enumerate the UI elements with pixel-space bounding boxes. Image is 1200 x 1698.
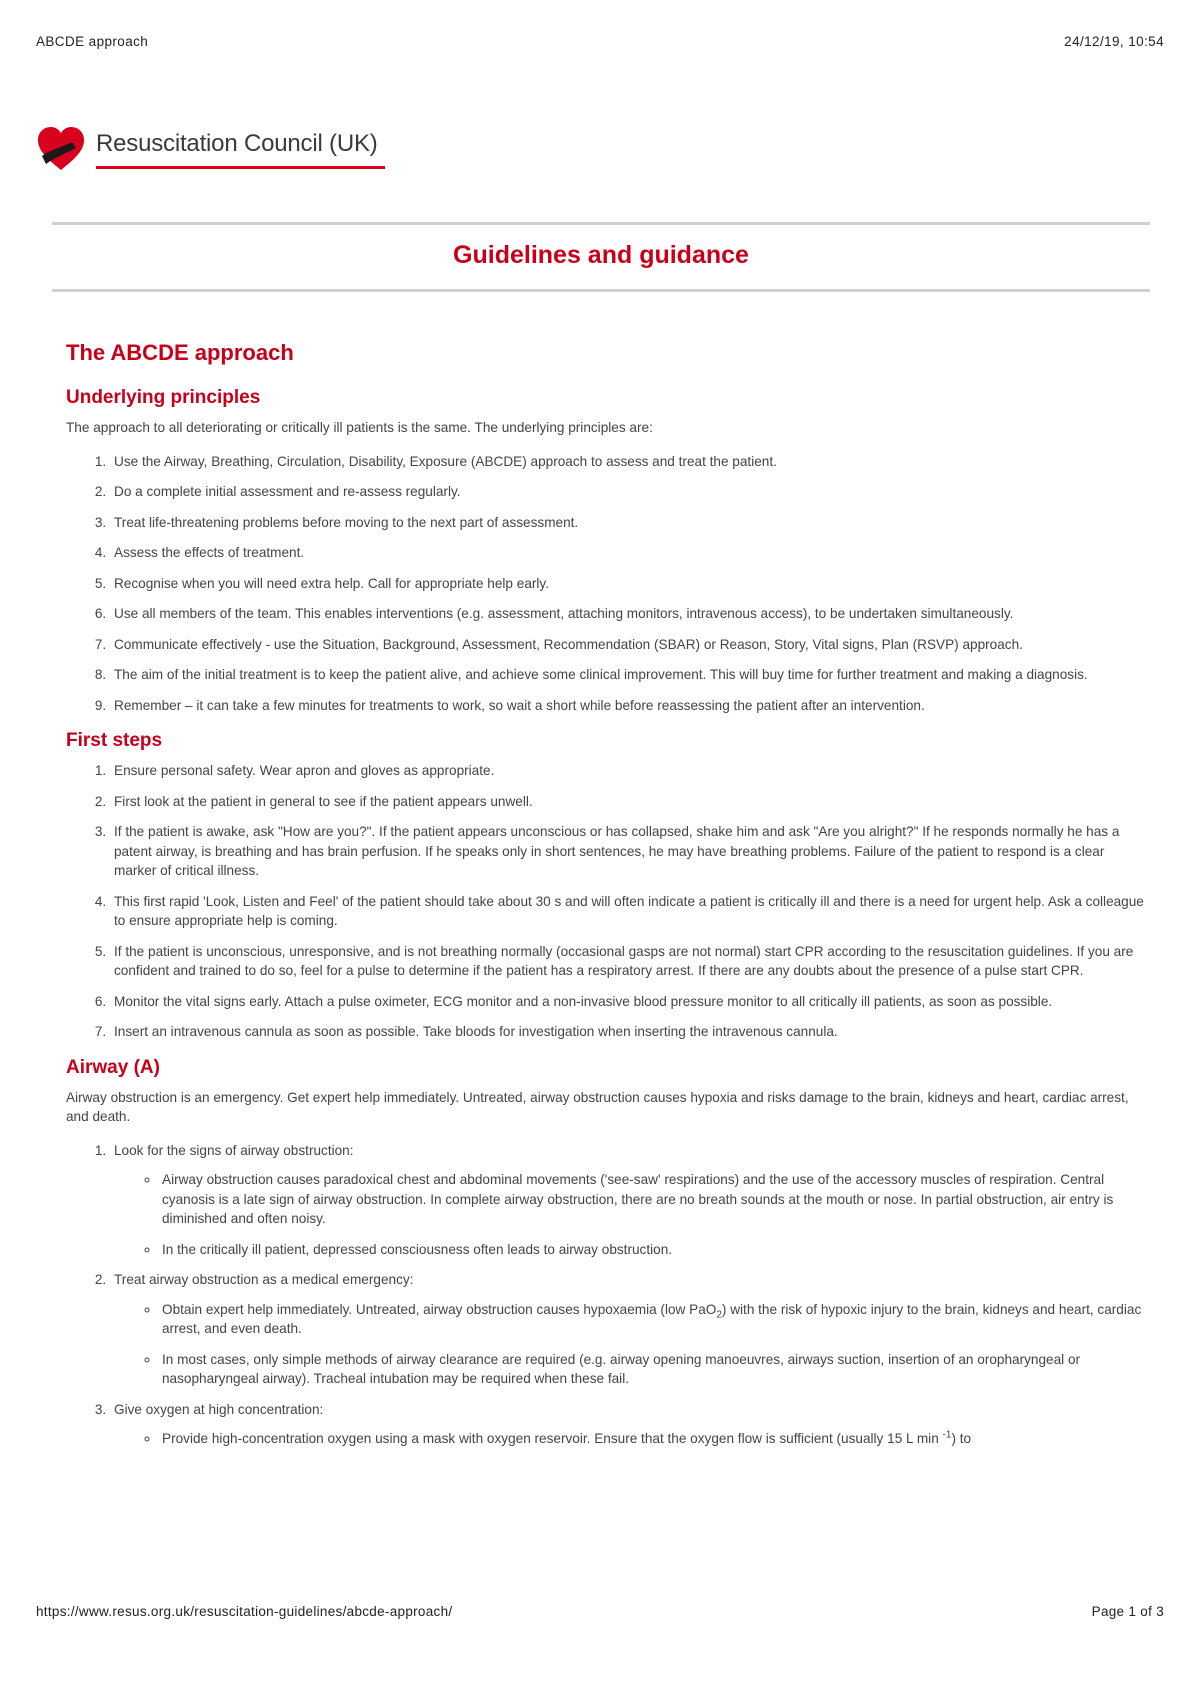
sub-list-item	[160, 1429, 1146, 1449]
divider-bottom	[52, 289, 1150, 292]
airway-item-3-text: Give oxygen at high concentration:	[114, 1401, 324, 1417]
page-url-link[interactable]: https://www.resus.org.uk/resuscitation-guidelines/abcde-approach/	[36, 1604, 453, 1619]
airway-list	[66, 1141, 1146, 1449]
print-header-title: ABCDE approach	[36, 34, 149, 49]
list-item: 7. Communicate effectively - use the Situation, Background, Assessment, Recommendation (SBAR) or Reason, Story, Vital signs, Plan (RSVP) approach.	[110, 635, 1146, 655]
underlying-principles-intro: The approach to all deteriorating or critically ill patients is the same. The underlying principles are:	[66, 420, 653, 435]
list-item: 6. Use all members of the team. This enables interventions (e.g. assessment, attaching monitors, intravenous access), to be undertaken simultaneously.	[110, 604, 1146, 624]
airway-item-2-text: Treat airway obstruction as a medical emergency:	[114, 1272, 414, 1287]
list-item: 3. If the patient is awake, ask "How are you?". If the patient appears unconscious or has collapsed, shake him and ask "Are you alright?" If he responds normally he has a patent airway, is breathing and has brain perfusion. If he speaks only in short sentences, he may have breathing problems. Failure of the patient to respond is a clear marker of critical illness.	[110, 822, 1146, 881]
print-footer	[36, 1604, 1164, 1622]
sub-list-item: ◦ Airway obstruction causes paradoxical chest and abdominal movements ('see-saw' respirations) and the use of the accessory muscles of respiration. Central cyanosis is a late sign of airway obstruction. In complete airway obstruction, there are no breath sounds at the mouth or nose. In partial obstruction, air entry is diminished and often noisy.	[160, 1170, 1146, 1229]
page-number: Page 1 of 3	[1091, 1604, 1164, 1619]
airway-item-1-sublist	[114, 1170, 1146, 1259]
airway-heading: Airway (A)	[66, 1056, 160, 1078]
list-item	[110, 1270, 1146, 1389]
print-header	[36, 34, 1164, 52]
page-title: The ABCDE approach	[66, 340, 294, 365]
logo-text: Resuscitation Council (UK)	[96, 130, 378, 157]
list-item	[110, 1141, 1146, 1260]
underlying-principles-list	[66, 452, 1146, 716]
airway-item-1-text: Look for the signs of airway obstruction:	[114, 1142, 354, 1158]
list-item: 3. Treat life-threatening problems before moving to the next part of assessment.	[110, 513, 1146, 533]
section-title: Guidelines and guidance	[453, 241, 749, 269]
sub-list-item: ◦ In most cases, only simple methods of airway clearance are required (e.g. airway opening manoeuvres, airways suction, insertion of an oropharyngeal or nasopharyngeal airway). Tracheal intubation may be required when these fail.	[160, 1350, 1146, 1389]
sub-item-text: Provide high-concentration oxygen using a mask with oxygen reservoir. Ensure that the oxygen flow is sufficient (usually 15 L min	[162, 1431, 943, 1446]
list-item: 4. This first rapid 'Look, Listen and Feel' of the patient should take about 30 s and will often indicate a patient is critically ill and there is a need for urgent help. Ask a colleague to ensure appropriate help is coming.	[110, 892, 1146, 931]
list-item: 7. Insert an intravenous cannula as soon as possible. Take bloods for investigation when inserting the intravenous cannula.	[110, 1022, 1146, 1042]
list-item: 5. Recognise when you will need extra help. Call for appropriate help early.	[110, 574, 1146, 594]
divider-top	[52, 222, 1150, 225]
underlying-principles-heading: Underlying principles	[66, 387, 261, 408]
list-item: 8. The aim of the initial treatment is to keep the patient alive, and achieve some clinical improvement. This will buy time for further treatment and making a diagnosis.	[110, 665, 1146, 685]
list-item	[110, 1400, 1146, 1449]
resuscitation-council-logo[interactable]	[36, 126, 386, 174]
sub-item-text: ) with the risk of hypoxic injury to the brain, kidneys and heart, cardiac arrest, and even death.	[162, 1301, 1142, 1336]
list-item: 4. Assess the effects of treatment.	[110, 543, 1146, 563]
airway-item-2-sublist	[114, 1300, 1146, 1389]
sub-list-item	[160, 1300, 1146, 1339]
list-item: 2. First look at the patient in general to see if the patient appears unwell.	[110, 792, 1146, 812]
list-item: 1. Ensure personal safety. Wear apron and gloves as appropriate.	[110, 761, 1146, 781]
sub-item-text: Obtain expert help immediately. Untreated, airway obstruction causes hypoxaemia (low PaO	[162, 1301, 717, 1317]
list-item: 1. Use the Airway, Breathing, Circulation, Disability, Exposure (ABCDE) approach to assess and treat the patient.	[110, 452, 1146, 472]
list-item: 9. Remember – it can take a few minutes for treatments to work, so wait a short while before reassessing the patient after an intervention.	[110, 696, 1146, 716]
airway-intro: Airway obstruction is an emergency. Get expert help immediately. Untreated, airway obstruction causes hypoxia and risks damage to the brain, kidneys and heart, cardiac arrest, and death.	[66, 1089, 1129, 1124]
sub-list-item: ◦ In the critically ill patient, depressed consciousness often leads to airway obstruction.	[160, 1240, 1146, 1260]
heart-logo-icon	[36, 126, 86, 172]
article-content	[66, 340, 1146, 1463]
list-item: 5. If the patient is unconscious, unresponsive, and is not breathing normally (occasional gasps are not normal) start CPR according to the resuscitation guidelines. If you are confident and trained to do so, feel for a pulse to determine if the patient has a respiratory arrest. If there are any doubts about the presence of a pulse start CPR.	[110, 942, 1146, 981]
logo-underline	[96, 166, 385, 169]
airway-item-3-sublist	[114, 1429, 1146, 1449]
first-steps-heading: First steps	[66, 730, 163, 751]
print-header-datetime: 24/12/19, 10:54	[1064, 34, 1164, 49]
subscript: 2	[716, 1309, 722, 1321]
list-item: 6. Monitor the vital signs early. Attach a pulse oximeter, ECG monitor and a non-invasive blood pressure monitor to all critically ill patients, as soon as possible.	[110, 992, 1146, 1012]
sub-item-text: ) to	[951, 1431, 972, 1446]
superscript: -1	[942, 1429, 952, 1441]
first-steps-list	[66, 761, 1146, 1042]
list-item: 2. Do a complete initial assessment and re-assess regularly.	[110, 482, 1146, 502]
